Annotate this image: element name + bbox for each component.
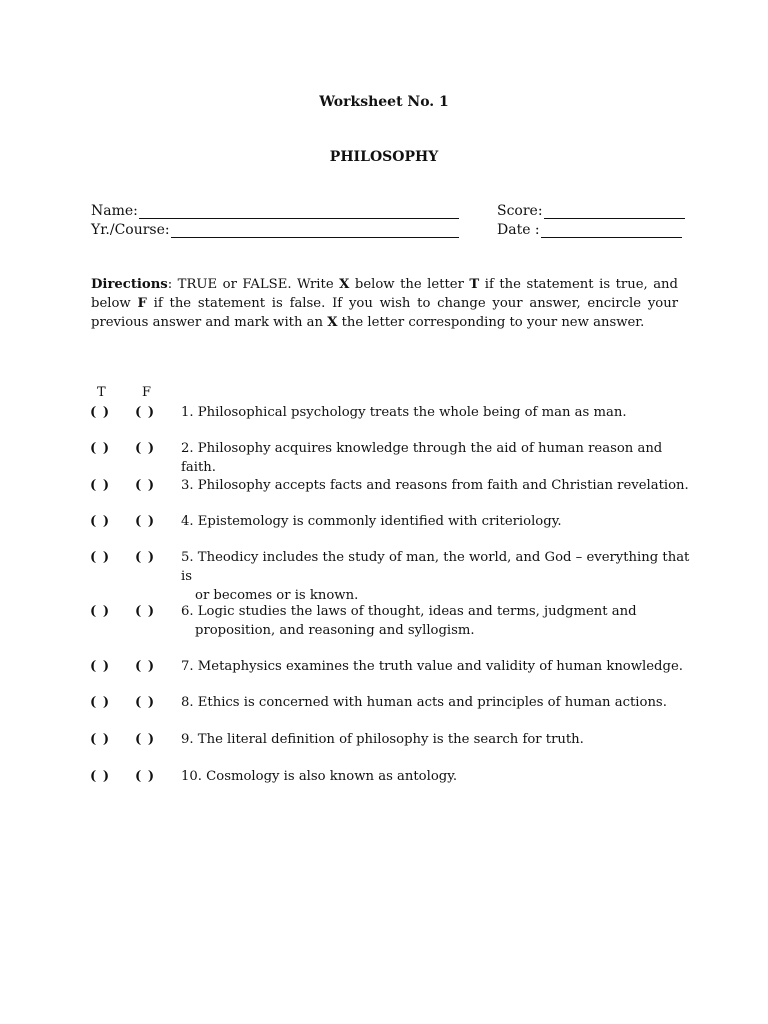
question-line-1: 8. Ethics is concerned with human acts and principles of human actions. — [181, 695, 667, 710]
question-text — [181, 657, 691, 676]
false-answer-box[interactable]: ( ) — [135, 478, 156, 493]
directions-text-5: the letter corresponding to your new answer. — [337, 315, 645, 330]
directions-text-1: : TRUE or FALSE. Write — [167, 277, 340, 292]
course-blank-line[interactable] — [171, 223, 459, 238]
question-text — [181, 693, 691, 712]
date-label: Date : — [497, 222, 540, 238]
score-field[interactable] — [497, 203, 685, 219]
question-item-5 — [90, 548, 690, 603]
question-item-3 — [90, 476, 690, 516]
course-label: Yr./Course: — [91, 222, 170, 238]
directions-text-4: if the statement is false. If you wish to change your answer, encircle your previous answer and mark with an — [91, 296, 679, 330]
question-line-1: 4. Epistemology is commonly identified with criteriology. — [181, 514, 562, 529]
directions-x-mark-1: X — [339, 277, 350, 292]
directions-paragraph — [91, 275, 678, 332]
true-answer-box[interactable]: ( ) — [90, 659, 111, 674]
question-text — [181, 548, 691, 605]
subject-title: PHILOSOPHY — [329, 149, 439, 165]
true-answer-box[interactable]: ( ) — [90, 769, 111, 784]
directions-x-mark-2: X — [327, 315, 338, 330]
false-answer-box[interactable]: ( ) — [135, 604, 156, 619]
worksheet-title: Worksheet No. 1 — [319, 94, 449, 110]
question-text — [181, 476, 691, 495]
question-line-2: proposition, and reasoning and syllogism. — [195, 623, 475, 638]
question-line-1: 1. Philosophical psychology treats the whole being of man as man. — [181, 405, 627, 420]
directions-f-letter: F — [137, 296, 147, 311]
directions-text-2: below the letter — [349, 277, 470, 292]
false-answer-box[interactable]: ( ) — [135, 550, 156, 565]
true-answer-box[interactable]: ( ) — [90, 695, 111, 710]
score-blank-line[interactable] — [544, 204, 685, 219]
true-answer-box[interactable]: ( ) — [90, 478, 111, 493]
date-field[interactable] — [497, 222, 682, 238]
true-answer-box[interactable]: ( ) — [90, 441, 111, 456]
question-line-1: 7. Metaphysics examines the truth value and validity of human knowledge. — [181, 659, 683, 674]
question-line-1: 2. Philosophy acquires knowledge through the aid of human reason and faith. — [181, 441, 663, 475]
name-field[interactable] — [91, 203, 459, 219]
question-line-1: 10. Cosmology is also known as antology. — [181, 769, 458, 784]
question-line-1: 5. Theodicy includes the study of man, the world, and God – everything that is — [181, 550, 690, 584]
question-item-1 — [90, 403, 690, 443]
true-answer-box[interactable]: ( ) — [90, 604, 111, 619]
true-answer-box[interactable]: ( ) — [90, 405, 111, 420]
name-label: Name: — [91, 203, 138, 219]
question-line-1: 6. Logic studies the laws of thought, ideas and terms, judgment and — [181, 604, 637, 619]
question-text — [181, 403, 691, 422]
question-text — [181, 439, 691, 477]
question-item-10 — [90, 767, 690, 807]
question-text — [181, 602, 691, 640]
true-answer-box[interactable]: ( ) — [90, 732, 111, 747]
name-blank-line[interactable] — [139, 204, 459, 219]
true-answer-box[interactable]: ( ) — [90, 514, 111, 529]
column-header-false: F — [142, 385, 152, 400]
column-header-true: T — [97, 385, 106, 400]
true-answer-box[interactable]: ( ) — [90, 550, 111, 565]
false-answer-box[interactable]: ( ) — [135, 732, 156, 747]
question-line-2: or becomes or is known. — [195, 588, 359, 603]
score-label: Score: — [497, 203, 543, 219]
question-line-1: 3. Philosophy accepts facts and reasons from faith and Christian revelation. — [181, 478, 689, 493]
question-item-9 — [90, 730, 690, 770]
false-answer-box[interactable]: ( ) — [135, 405, 156, 420]
false-answer-box[interactable]: ( ) — [135, 695, 156, 710]
question-text — [181, 767, 691, 786]
false-answer-box[interactable]: ( ) — [135, 769, 156, 784]
false-answer-box[interactable]: ( ) — [135, 441, 156, 456]
date-blank-line[interactable] — [541, 223, 682, 238]
question-item-4 — [90, 512, 690, 552]
false-answer-box[interactable]: ( ) — [135, 514, 156, 529]
directions-text-3: if the statement is true, and below — [91, 277, 678, 311]
question-item-7 — [90, 657, 690, 697]
question-item-8 — [90, 693, 690, 733]
question-item-6 — [90, 602, 690, 642]
question-item-2 — [90, 439, 690, 479]
false-answer-box[interactable]: ( ) — [135, 659, 156, 674]
directions-t-letter: T — [469, 277, 480, 292]
course-field[interactable] — [91, 222, 459, 238]
question-text — [181, 730, 691, 749]
directions-lead: Directions — [91, 277, 168, 292]
question-text — [181, 512, 691, 531]
question-line-1: 9. The literal definition of philosophy is the search for truth. — [181, 732, 584, 747]
